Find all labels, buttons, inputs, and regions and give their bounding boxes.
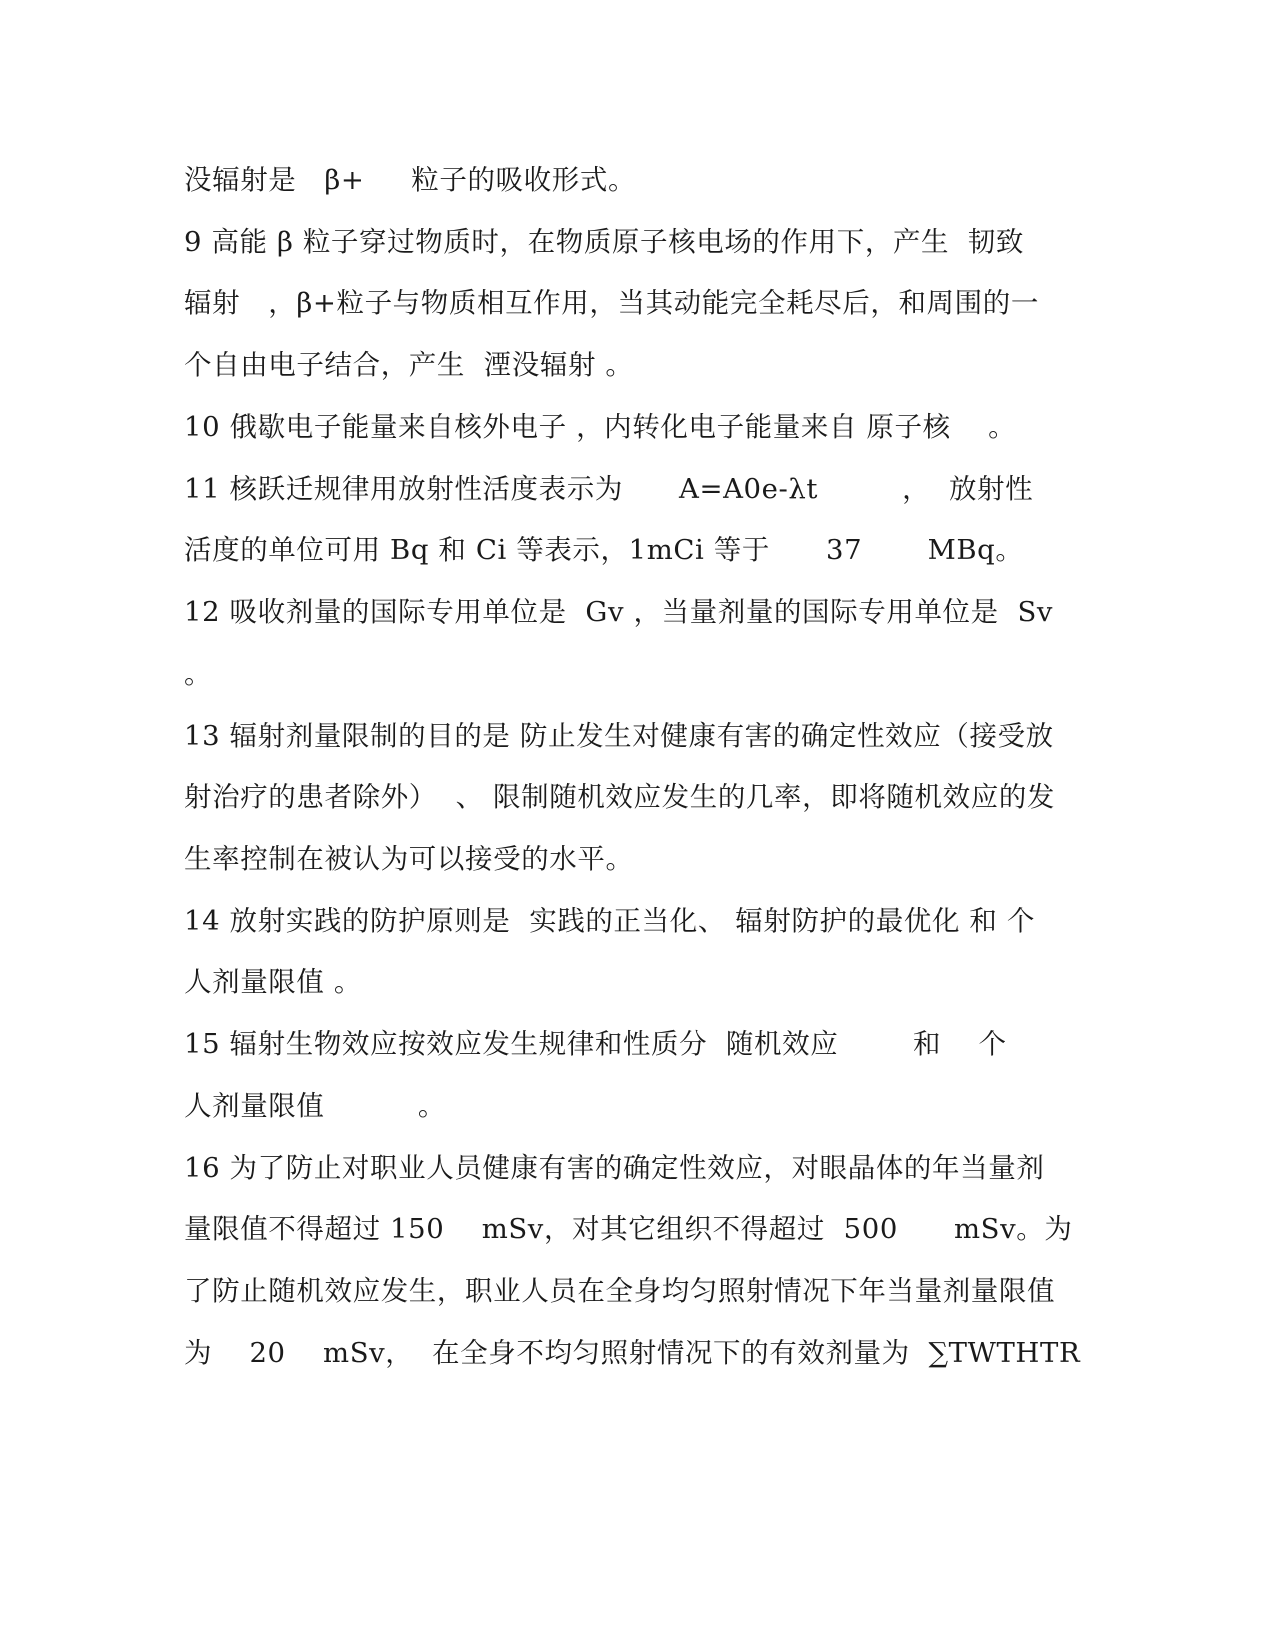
text-line: 了防止随机效应发生，职业人员在全身均匀照射情况下年当量剂量限值 <box>184 1275 1056 1307</box>
text-line: 量限值不得超过 150 mSv，对其它组织不得超过 500 mSv。为 <box>184 1213 1073 1245</box>
text-line: 14 放射实践的防护原则是 实践的正当化、 辐射防护的最优化 和 个 <box>184 905 1035 937</box>
text-line: 为 20 mSv， 在全身不均匀照射情况下的有效剂量为 ∑TWTHTR <box>184 1337 1081 1369</box>
text-line: 13 辐射剂量限制的目的是 防止发生对健康有害的确定性效应（接受放 <box>184 720 1054 752</box>
text-line: 活度的单位可用 Bq 和 Ci 等表示，1mCi 等于 37 MBq。 <box>184 534 1024 566</box>
text-line: 人剂量限值 。 <box>184 966 362 998</box>
text-line: 12 吸收剂量的国际专用单位是 Gv ，当量剂量的国际专用单位是 Sv <box>184 596 1054 628</box>
text-line: 个自由电子结合，产生 湮没辐射 。 <box>184 349 634 381</box>
text-line: 。 <box>184 658 213 690</box>
text-line: 没辐射是 β+ 粒子的吸收形式。 <box>184 164 637 196</box>
text-line: 15 辐射生物效应按效应发生规律和性质分 随机效应 和 个 <box>184 1028 1007 1060</box>
text-line: 10 俄歇电子能量来自核外电子 ，内转化电子能量来自 原子核 。 <box>184 411 1017 443</box>
text-line: 9 高能 β 粒子穿过物质时，在物质原子核电场的作用下，产生 韧致 <box>184 226 1024 258</box>
text-line: 射治疗的患者除外） 、 限制随机效应发生的几率，即将随机效应的发 <box>184 781 1056 813</box>
text-line: 11 核跃迁规律用放射性活度表示为 A=A0e-λt ， 放射性 <box>184 473 1034 505</box>
text-line: 人剂量限值 。 <box>184 1090 447 1122</box>
text-line: 生率控制在被认为可以接受的水平。 <box>184 843 634 875</box>
text-line: 辐射 ，β+粒子与物质相互作用，当其动能完全耗尽后，和周围的一 <box>184 287 1039 319</box>
text-line: 16 为了防止对职业人员健康有害的确定性效应，对眼晶体的年当量剂 <box>184 1152 1045 1184</box>
